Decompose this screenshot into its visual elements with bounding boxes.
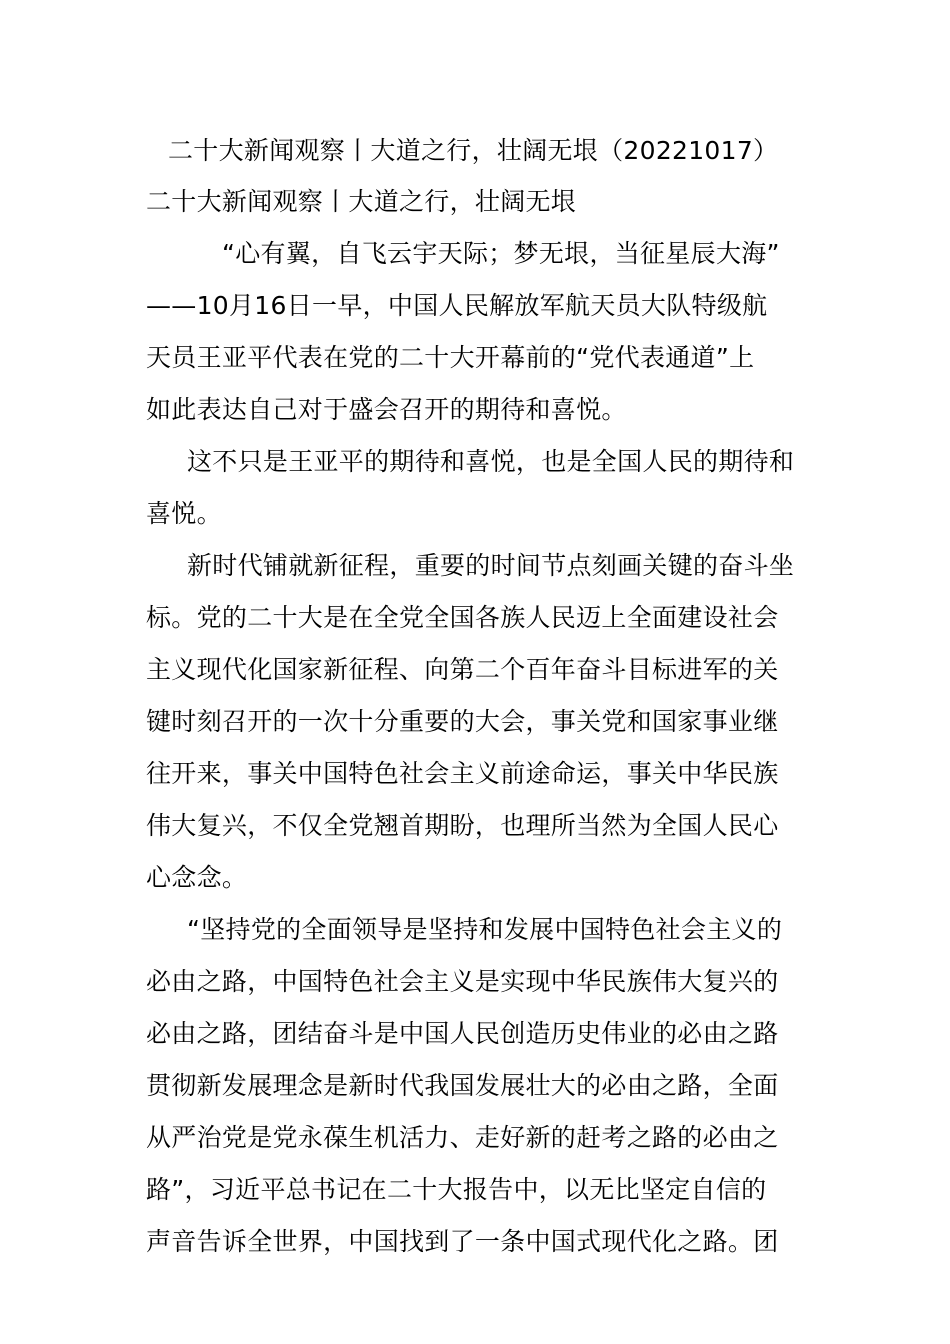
document-subtitle: 二十大新闻观察丨大道之行，壮阔无垠 [146,187,577,216]
paragraph-line: 心念念。 [146,863,248,892]
paragraph-line: 路”，习近平总书记在二十大报告中，以无比坚定自信的 [146,1175,767,1204]
paragraph-line: 天员王亚平代表在党的二十大开幕前的“党代表通道”上 [146,343,755,372]
paragraph-line: 必由之路，团结奋斗是中国人民创造历史伟业的必由之路 [146,1019,779,1048]
paragraph-line: 贯彻新发展理念是新时代我国发展壮大的必由之路，全面 [146,1071,779,1100]
paragraph-line: ——10月16日一早，中国人民解放军航天员大队特级航 [146,291,768,320]
paragraph-line: 从严治党是党永葆生机活力、走好新的赶考之路的必由之 [146,1123,779,1152]
paragraph-line: “心有翼，自飞云宇天际；梦无垠，当征星辰大海” [222,239,780,268]
paragraph-line: 伟大复兴，不仅全党翘首期盼，也理所当然为全国人民心 [146,811,779,840]
paragraph-line: “坚持党的全面领导是坚持和发展中国特色社会主义的 [187,915,783,944]
paragraph-line: 必由之路，中国特色社会主义是实现中华民族伟大复兴的 [146,967,779,996]
paragraph-line: 主义现代化国家新征程、向第二个百年奋斗目标进军的关 [146,655,779,684]
document-title: 二十大新闻观察丨大道之行，壮阔无垠（20221017） [168,136,779,165]
paragraph-line: 如此表达自己对于盛会召开的期待和喜悦。 [146,395,627,424]
paragraph-line: 标。党的二十大是在全党全国各族人民迈上全面建设社会 [146,603,779,632]
paragraph-line: 声音告诉全世界，中国找到了一条中国式现代化之路。团 [146,1227,779,1256]
paragraph-line: 喜悦。 [146,499,222,528]
paragraph-line: 新时代铺就新征程，重要的时间节点刻画关键的奋斗坐 [187,551,795,580]
paragraph-line: 这不只是王亚平的期待和喜悦，也是全国人民的期待和 [187,447,795,476]
paragraph-line: 键时刻召开的一次十分重要的大会，事关党和国家事业继 [146,707,779,736]
paragraph-line: 往开来，事关中国特色社会主义前途命运，事关中华民族 [146,759,779,788]
